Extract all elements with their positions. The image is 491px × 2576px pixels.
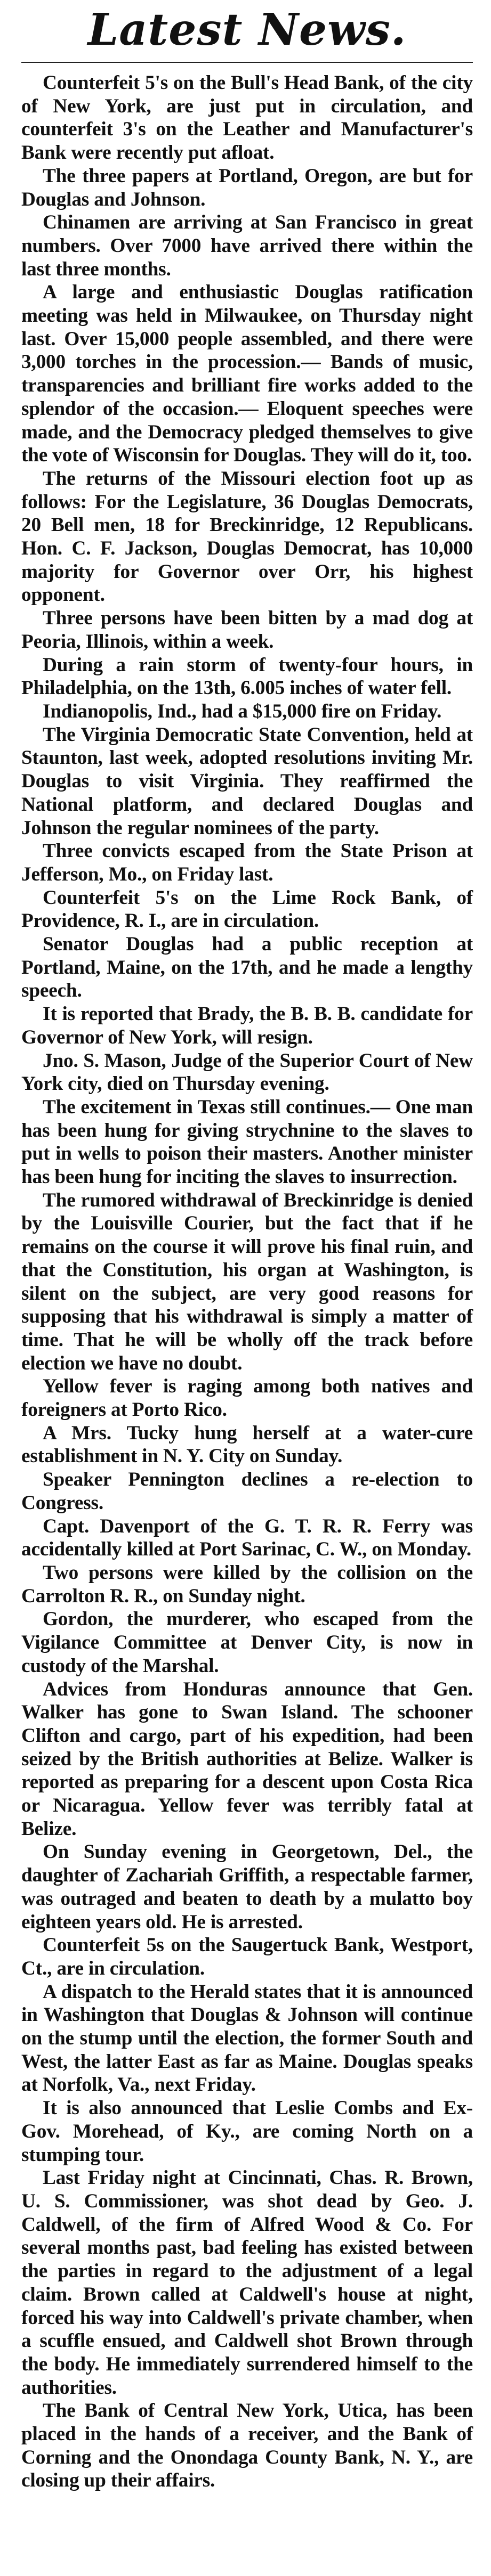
news-item: Two persons were killed by the collision on the Carrolton R. R., on Sunday night. <box>21 1562 473 1607</box>
news-item: It is reported that Brady, the B. B. B. candidate for Governor of New York, will resign. <box>21 1003 473 1048</box>
news-item: Three convicts escaped from the State Prison at Jefferson, Mo., on Friday last. <box>21 840 473 885</box>
news-item: The returns of the Missouri election foot up as follows: For the Legislature, 36 Douglas Democrats, 20 Bell men, 18 for Breckinridge, 12 Republicans. Hon. C. F. Jackson, Douglas Democrat, has 10,000 majority for Governor over Orr, his highest opponent. <box>21 467 473 606</box>
news-item: On Sunday evening in Georgetown, Del., the daughter of Zachariah Griffith, a respectable farmer, was outraged and beaten to death by a mulatto boy eighteen years old. He is arrested. <box>21 1841 473 1933</box>
news-item: During a rain storm of twenty-four hours, in Philadelphia, on the 13th, 6.005 inches of water fell. <box>21 654 473 699</box>
news-item: Chinamen are arriving at San Francisco in great numbers. Over 7000 have arrived there within the last three months. <box>21 211 473 280</box>
news-item: Jno. S. Mason, Judge of the Superior Court of New York city, died on Thursday evening. <box>21 1049 473 1095</box>
news-item: Indianopolis, Ind., had a $15,000 fire on Friday. <box>43 700 442 722</box>
news-item: A dispatch to the Herald states that it is announced in Washington that Douglas & Johnson will continue on the stump until the election, the former South and West, the latter East as far as Maine. Douglas speaks at Norfolk, Va., next Friday. <box>21 1980 473 2096</box>
news-item: A Mrs. Tucky hung herself at a water-cure establishment in N. Y. City on Sunday. <box>21 1422 473 1468</box>
news-item: Counterfeit 5's on the Lime Rock Bank, of Providence, R. I., are in circulation. <box>21 886 473 932</box>
news-item: Senator Douglas had a public reception at Portland, Maine, on the 17th, and he made a lengthy speech. <box>21 933 473 1002</box>
news-item: Yellow fever is raging among both natives and foreigners at Porto Rico. <box>21 1375 473 1421</box>
news-item: Counterfeit 5s on the Saugertuck Bank, Westport, Ct., are in circulation. <box>21 1934 473 1979</box>
news-item: Last Friday night at Cincinnati, Chas. R. Brown, U. S. Commissioner, was shot dead by Geo. J. Caldwell, of the firm of Alfred Wood & Co. For several months past, bad feeling has existed between the parties in regard to the adjustment of a legal claim. Brown called at Caldwell's house at night, forced his way into Caldwell's private chamber, when a scuffle ensued, and Caldwell shot Brown through the body. He immediately surrendered himself to the authorities. <box>21 2167 473 2399</box>
news-item: The excitement in Texas still continues.— One man has been hung for giving strychnine to the slaves to put in wells to poison their masters. Another minister has been hung for inciting the slaves to insurrection. <box>21 1096 473 1188</box>
news-item: Gordon, the murderer, who escaped from the Vigilance Committee at Denver City, is now in custody of the Marshal. <box>21 1608 473 1677</box>
news-item: Three persons have been bitten by a mad dog at Peoria, Illinois, within a week. <box>21 607 473 653</box>
news-item: The Bank of Central New York, Utica, has been placed in the hands of a receiver, and the Bank of Corning and the Onondaga County Bank, N. Y., are closing up their affairs. <box>21 2400 473 2492</box>
news-item: The Virginia Democratic State Convention, held at Staunton, last week, adopted resolutions inviting Mr. Douglas to visit Virginia. They reaffirmed the National platform, and declared Douglas and Johnson the regular nominees of the party. <box>21 723 473 839</box>
news-item: Advices from Honduras announce that Gen. Walker has gone to Swan Island. The schooner Clifton and cargo, part of his expedition, had been seized by the British authorities at Belize. Walker is reported as preparing for a descent upon Costa Rica or Nicaragua. Yellow fever was terribly fatal at Belize. <box>21 1678 473 1840</box>
news-item: Capt. Davenport of the G. T. R. R. Ferry was accidentally killed at Port Sarinac, C. W., on Monday. <box>21 1515 473 1561</box>
news-item: The rumored withdrawal of Breckinridge is denied by the Louisville Courier, but the fact that if he remains on the course it will prove his final ruin, and that the Constitution, his organ at Washington, is silent on the subject, are very good reasons for supposing that his withdrawal is simply a matter of time. That he will be wholly off the track before election we have no doubt. <box>21 1189 473 1374</box>
news-item: Speaker Pennington declines a re-election to Congress. <box>21 1469 473 1514</box>
title-divider <box>21 62 473 63</box>
news-item: Counterfeit 5's on the Bull's Head Bank, of the city of New York, are just put in circulation, and counterfeit 3's on the Leather and Manufacturer's Bank were recently put afloat. <box>21 72 473 164</box>
news-item: The three papers at Portland, Oregon, are but for Douglas and Johnson. <box>21 165 473 210</box>
news-item: It is also announced that Leslie Combs and Ex-Gov. Morehead, of Ky., are coming North on a stumping tour. <box>21 2097 473 2166</box>
page-title: Latest News. <box>87 4 407 55</box>
news-item: A large and enthusiastic Douglas ratification meeting was held in Milwaukee, on Thursday night last. Over 15,000 people assembled, and there were 3,000 torches in the procession.— Bands of music, transparencies and brilliant fire works added to the splendor of the occasion.— Eloquent speeches were made, and the Democracy pledged themselves to give the vote of Wisconsin for Douglas. They will do it, too. <box>21 281 473 467</box>
news-column <box>21 71 473 2492</box>
